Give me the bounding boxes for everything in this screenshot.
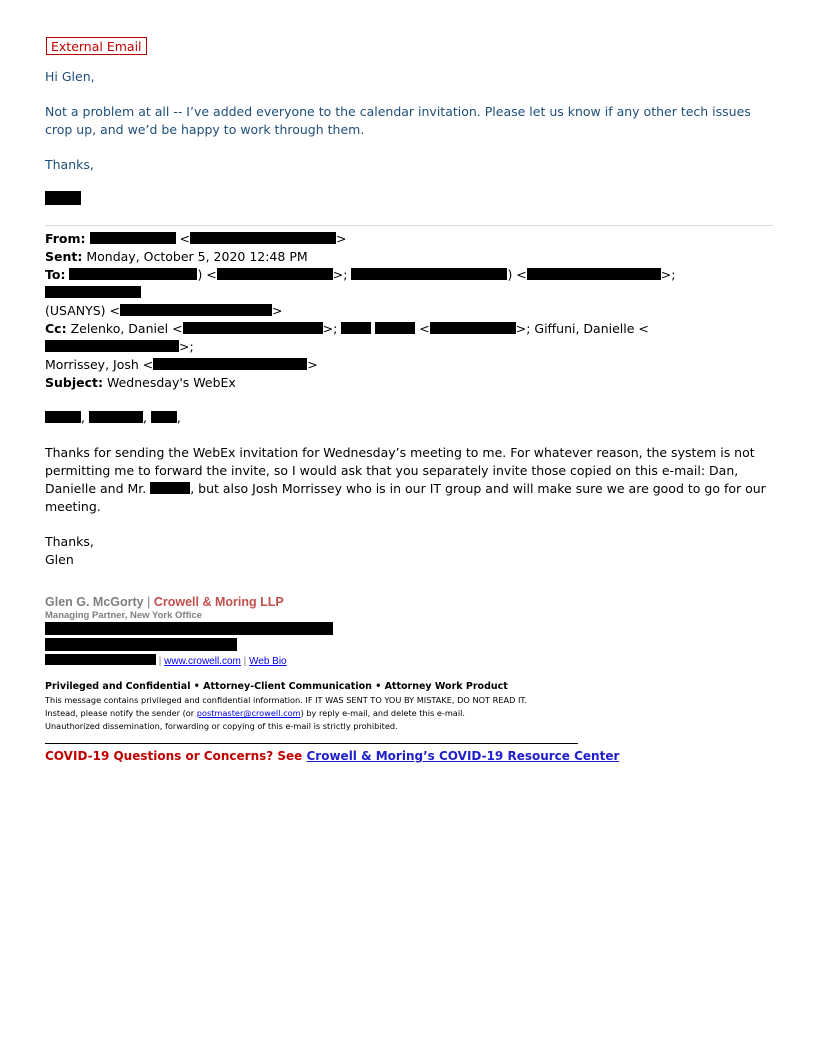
redacted-signature-phone [45,654,156,665]
external-email-banner [45,36,773,55]
redacted-cc-email-2 [430,322,516,334]
redacted-signature-address [45,622,333,635]
signature-pipe-1: | [156,656,165,667]
redacted-recipient-1 [45,411,81,423]
cc-label: Cc: [45,321,67,336]
covid-prefix: COVID-19 Questions or Concerns? See [45,749,307,763]
header-cc-line: Cc: Zelenko, Daniel < >; < >; Giffuni, Danielle <>; Morrissey, Josh < > [45,321,649,372]
redacted-mr-name [150,482,190,494]
signature-pipe-2: | [240,656,249,667]
header-subject-line [45,374,773,392]
signature-separator: | [143,595,154,609]
covid-notice [45,748,773,764]
to-label: To: [45,267,66,282]
header-from-line: From: < > [45,231,347,246]
redacted-to-name-1 [69,268,197,280]
confidentiality-line-2-pre: Instead, please notify the sender (or [45,708,197,718]
subject-value: Wednesday's WebEx [106,375,236,390]
signature-name: Glen G. McGorty [45,595,144,609]
cc-zelenko: Zelenko, Daniel [70,321,169,336]
reply-closing: Thanks, [45,157,94,172]
redacted-signature-city [45,638,237,651]
redacted-cc-name-last [375,322,415,334]
original-signoff: Glen [45,552,74,567]
redacted-to-name-2 [351,268,507,280]
to-usanys: (USANYS) [45,303,106,318]
confidentiality-line-3: Unauthorized dissemination, forwarding or copying of this e-mail is strictly prohibited. [45,721,398,731]
original-closing: Thanks, [45,534,94,549]
confidentiality-line-2-post: ) by reply e-mail, and delete this e-mail. [300,708,465,718]
signature-links [45,654,773,668]
redacted-from-email [190,232,336,244]
postmaster-email-link[interactable]: postmaster@crowell.com [196,708,301,718]
web-bio-link[interactable]: Web Bio [249,656,287,667]
redacted-cc-email-4 [153,358,307,370]
covid-resource-center-link[interactable]: Crowell & Moring’s COVID-19 Resource Center [306,749,620,763]
original-paragraph-part2: , but also Josh Morrissey who is in our IT group and will make sure we are good to go for our meeting. [45,481,766,514]
website-link[interactable]: www.crowell.com [164,656,241,667]
signature-firm: Crowell & Moring LLP [153,595,284,609]
email-signature [45,593,773,668]
from-label: From: [45,231,86,246]
redacted-from-name [90,232,176,244]
original-salutation: , , , [45,409,773,427]
sent-label: Sent: [45,249,83,264]
confidentiality-title: Privileged and Confidential • Attorney-Client Communication • Attorney Work Product [45,681,508,692]
sent-value: Monday, October 5, 2020 12:48 PM [86,249,308,264]
external-email-badge: External Email [46,37,147,55]
signature-title: Managing Partner, New York Office [45,610,202,621]
cc-giffuni: Giffuni, Danielle [534,321,635,336]
original-paragraph-part1: Thanks for sending the WebEx invitation for Wednesday’s meeting to me. For whatever reason, the system is not permitting me to forward the invite, so I would ask that you separately invite those copied on this e-mail: Dan, Danielle and Mr. [45,445,755,496]
redacted-cc-name-first [341,322,371,334]
subject-label: Subject: [45,375,103,390]
redacted-recipient-3 [151,411,177,423]
reply-message [45,68,773,211]
redacted-to-email-2 [527,268,661,280]
redacted-cc-email-1 [183,322,323,334]
redacted-to-name-3 [45,286,141,298]
original-message [45,409,773,569]
reply-paragraph: Not a problem at all -- I’ve added everyone to the calendar invitation. Please let us know if any other tech issues crop up, and we’d be happy to work through them. [45,104,751,137]
forwarded-header [45,230,773,392]
confidentiality-line-2 [45,707,773,720]
redacted-recipient-2 [89,411,143,423]
header-to-line: To: ) < >; ) < >; (USANYS) < > [45,267,676,318]
confidentiality-line-1: This message contains privileged and confidential information. IF IT WAS SENT TO YOU BY MISTAKE, DO NOT READ IT. [45,695,528,705]
redacted-cc-email-3 [45,340,179,352]
redacted-sender-name [45,191,81,205]
original-paragraph [45,444,773,516]
confidentiality-notice [45,680,773,733]
redacted-to-email-3 [120,304,272,316]
header-sent-line [45,248,773,266]
cc-morrissey: Morrissey, Josh [45,357,139,372]
redacted-to-email-1 [217,268,333,280]
reply-greeting: Hi Glen, [45,69,95,84]
